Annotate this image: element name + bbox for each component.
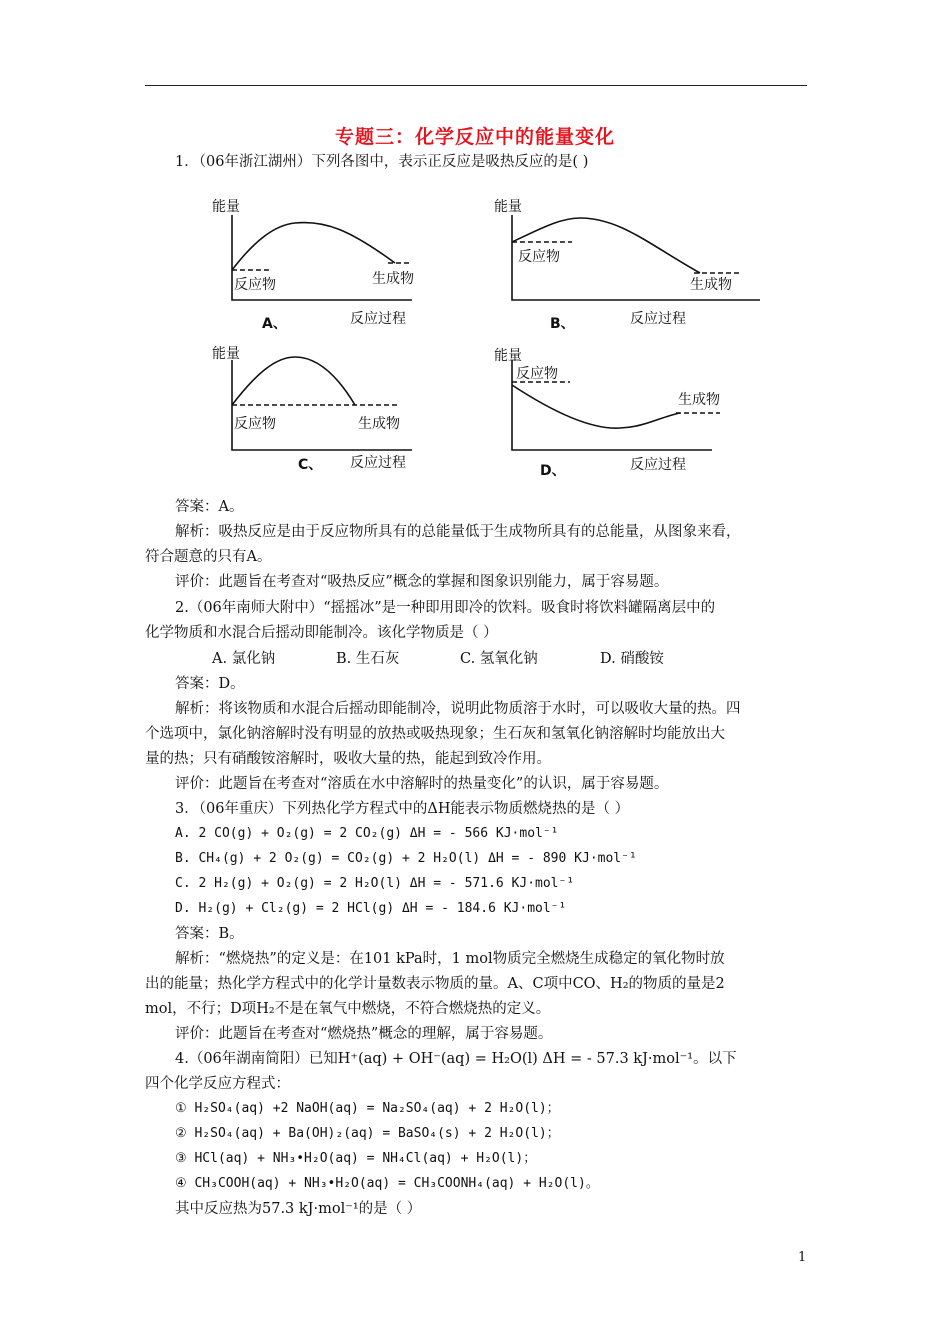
q2-analysis-3: 量的热；只有硝酸铵溶解时，吸收大量的热，能起到致冷作用。 — [145, 751, 551, 767]
q2-stem-1: 2.（06年南师大附中）“摇摇冰”是一种即用即冷的饮料。吸食时将饮料罐隔离层中的 — [175, 600, 716, 616]
q2-option-d: D. 硝酸铵 — [600, 651, 664, 667]
panel-a-curve — [232, 222, 395, 270]
q2-analysis-2: 个选项中，氯化钠溶解时没有明显的放热或吸热现象；生石灰和氢氧化钠溶解时均能放出大 — [145, 726, 725, 742]
q3-answer: 答案：B。 — [175, 926, 244, 942]
panel-b-x-label: 反应过程 — [630, 311, 686, 327]
panel-b-y-label: 能量 — [494, 199, 522, 215]
q3-option-b: B. CH₄(g) + 2 O₂(g) = CO₂(g) + 2 H₂O(l) ΔH = - 890 KJ·mol⁻¹ — [175, 851, 637, 866]
energy-diagrams-svg — [200, 185, 760, 485]
panel-b-reactant-label: 反应物 — [518, 249, 560, 265]
q4-question: 其中反应热为57.3 kJ·mol⁻¹的是（ ） — [175, 1201, 422, 1217]
q2-stem-2: 化学物质和水混合后摇动即能制冷。该化学物质是（ ） — [145, 625, 498, 641]
q1-stem: 1．（06年浙江湖州）下列各图中，表示正反应是吸热反应的是( ) — [175, 154, 589, 170]
q2-comment: 评价：此题旨在考查对“溶质在水中溶解时的热量变化”的认识，属于容易题。 — [175, 776, 669, 792]
q4-equation-1: ① H₂SO₄(aq) +2 NaOH(aq) = Na₂SO₄(aq) + 2 H₂O(l)； — [175, 1101, 560, 1116]
q2-options — [212, 649, 664, 669]
panel-c-curve — [232, 357, 355, 405]
panel-a-x-label: 反应过程 — [350, 311, 406, 327]
q3-analysis-3: mol，不行；D项H₂不是在氧气中燃烧，不符合燃烧热的定义。 — [145, 1001, 551, 1017]
panel-c-product-label: 生成物 — [358, 416, 400, 432]
panel-b-label: B、 — [550, 316, 575, 332]
page-title: 专题三：化学反应中的能量变化 — [334, 126, 615, 148]
panel-c-reactant-label: 反应物 — [234, 416, 276, 432]
q4-equation-3: ③ HCl(aq) + NH₃•H₂O(aq) = NH₄Cl(aq) + H₂O(l)； — [175, 1151, 537, 1166]
energy-diagrams — [200, 185, 760, 485]
panel-c-y-label: 能量 — [212, 346, 240, 362]
panel-a-product-label: 生成物 — [372, 271, 414, 287]
panel-a-reactant-label: 反应物 — [234, 277, 276, 293]
q4-stem-2: 四个化学反应方程式： — [145, 1076, 290, 1092]
panel-d-y-label: 能量 — [494, 348, 522, 364]
panel-c-label: C、 — [298, 457, 323, 473]
q1-analysis-2: 符合题意的只有A。 — [145, 549, 272, 565]
q2-option-c: C. 氢氧化钠 — [460, 651, 538, 667]
panel-c-x-label: 反应过程 — [350, 455, 406, 471]
q1-analysis-1: 解析：吸热反应是由于反应物所具有的总能量低于生成物所具有的总能量，从图象来看， — [175, 524, 741, 540]
panel-d-x-label: 反应过程 — [630, 457, 686, 473]
panel-a-label: A、 — [262, 316, 287, 332]
q2-option-a: A. 氯化钠 — [212, 651, 276, 667]
q3-analysis-2: 出的能量；热化学方程式中的化学计量数表示物质的量。A、C项中CO、H₂的物质的量是2 — [145, 976, 725, 992]
panel-d-product-label: 生成物 — [678, 392, 720, 408]
q3-analysis-1: 解析：“燃烧热”的定义是：在101 kPa时，1 mol物质完全燃烧生成稳定的氧化物时放 — [175, 951, 725, 967]
q1-answer: 答案：A。 — [175, 499, 244, 515]
panel-d-curve — [512, 385, 680, 428]
q2-option-b: B. 生石灰 — [336, 651, 400, 667]
q1-comment: 评价：此题旨在考查对“吸热反应”概念的掌握和图象识别能力，属于容易题。 — [175, 574, 669, 590]
q3-comment: 评价：此题旨在考查对“燃烧热”概念的理解，属于容易题。 — [175, 1026, 553, 1042]
panel-d-reactant-label: 反应物 — [516, 366, 558, 382]
q4-stem-1: 4.（06年湖南简阳）已知H⁺(aq) + OH⁻(aq) = H₂O(l) ΔH = - 57.3 kJ·mol⁻¹。以下 — [175, 1051, 737, 1067]
q3-option-a: A. 2 CO(g) + O₂(g) = 2 CO₂(g) ΔH = - 566 KJ·mol⁻¹ — [175, 826, 559, 841]
q2-analysis-1: 解析：将该物质和水混合后摇动即能制冷，说明此物质溶于水时，可以吸收大量的热。四 — [175, 701, 741, 717]
panel-a-y-label: 能量 — [212, 199, 240, 215]
q3-stem: 3．（06年重庆）下列热化学方程式中的ΔH能表示物质燃烧热的是（ ） — [175, 801, 630, 817]
q4-equation-2: ② H₂SO₄(aq) + Ba(OH)₂(aq) = BaSO₄(s) + 2 H₂O(l)； — [175, 1126, 560, 1141]
q3-option-d: D. H₂(g) + Cl₂(g) = 2 HCl(g) ΔH = - 184.6 KJ·mol⁻¹ — [175, 901, 567, 916]
panel-d-label: D、 — [540, 463, 566, 479]
page-number: 1 — [798, 1250, 807, 1265]
q4-equation-4: ④ CH₃COOH(aq) + NH₃•H₂O(aq) = CH₃COONH₄(aq) + H₂O(l)。 — [175, 1176, 599, 1191]
q2-answer: 答案：D。 — [175, 676, 245, 692]
panel-b-product-label: 生成物 — [690, 277, 732, 293]
q3-option-c: C. 2 H₂(g) + O₂(g) = 2 H₂O(l) ΔH = - 571.6 KJ·mol⁻¹ — [175, 876, 575, 891]
header-rule — [145, 85, 807, 86]
